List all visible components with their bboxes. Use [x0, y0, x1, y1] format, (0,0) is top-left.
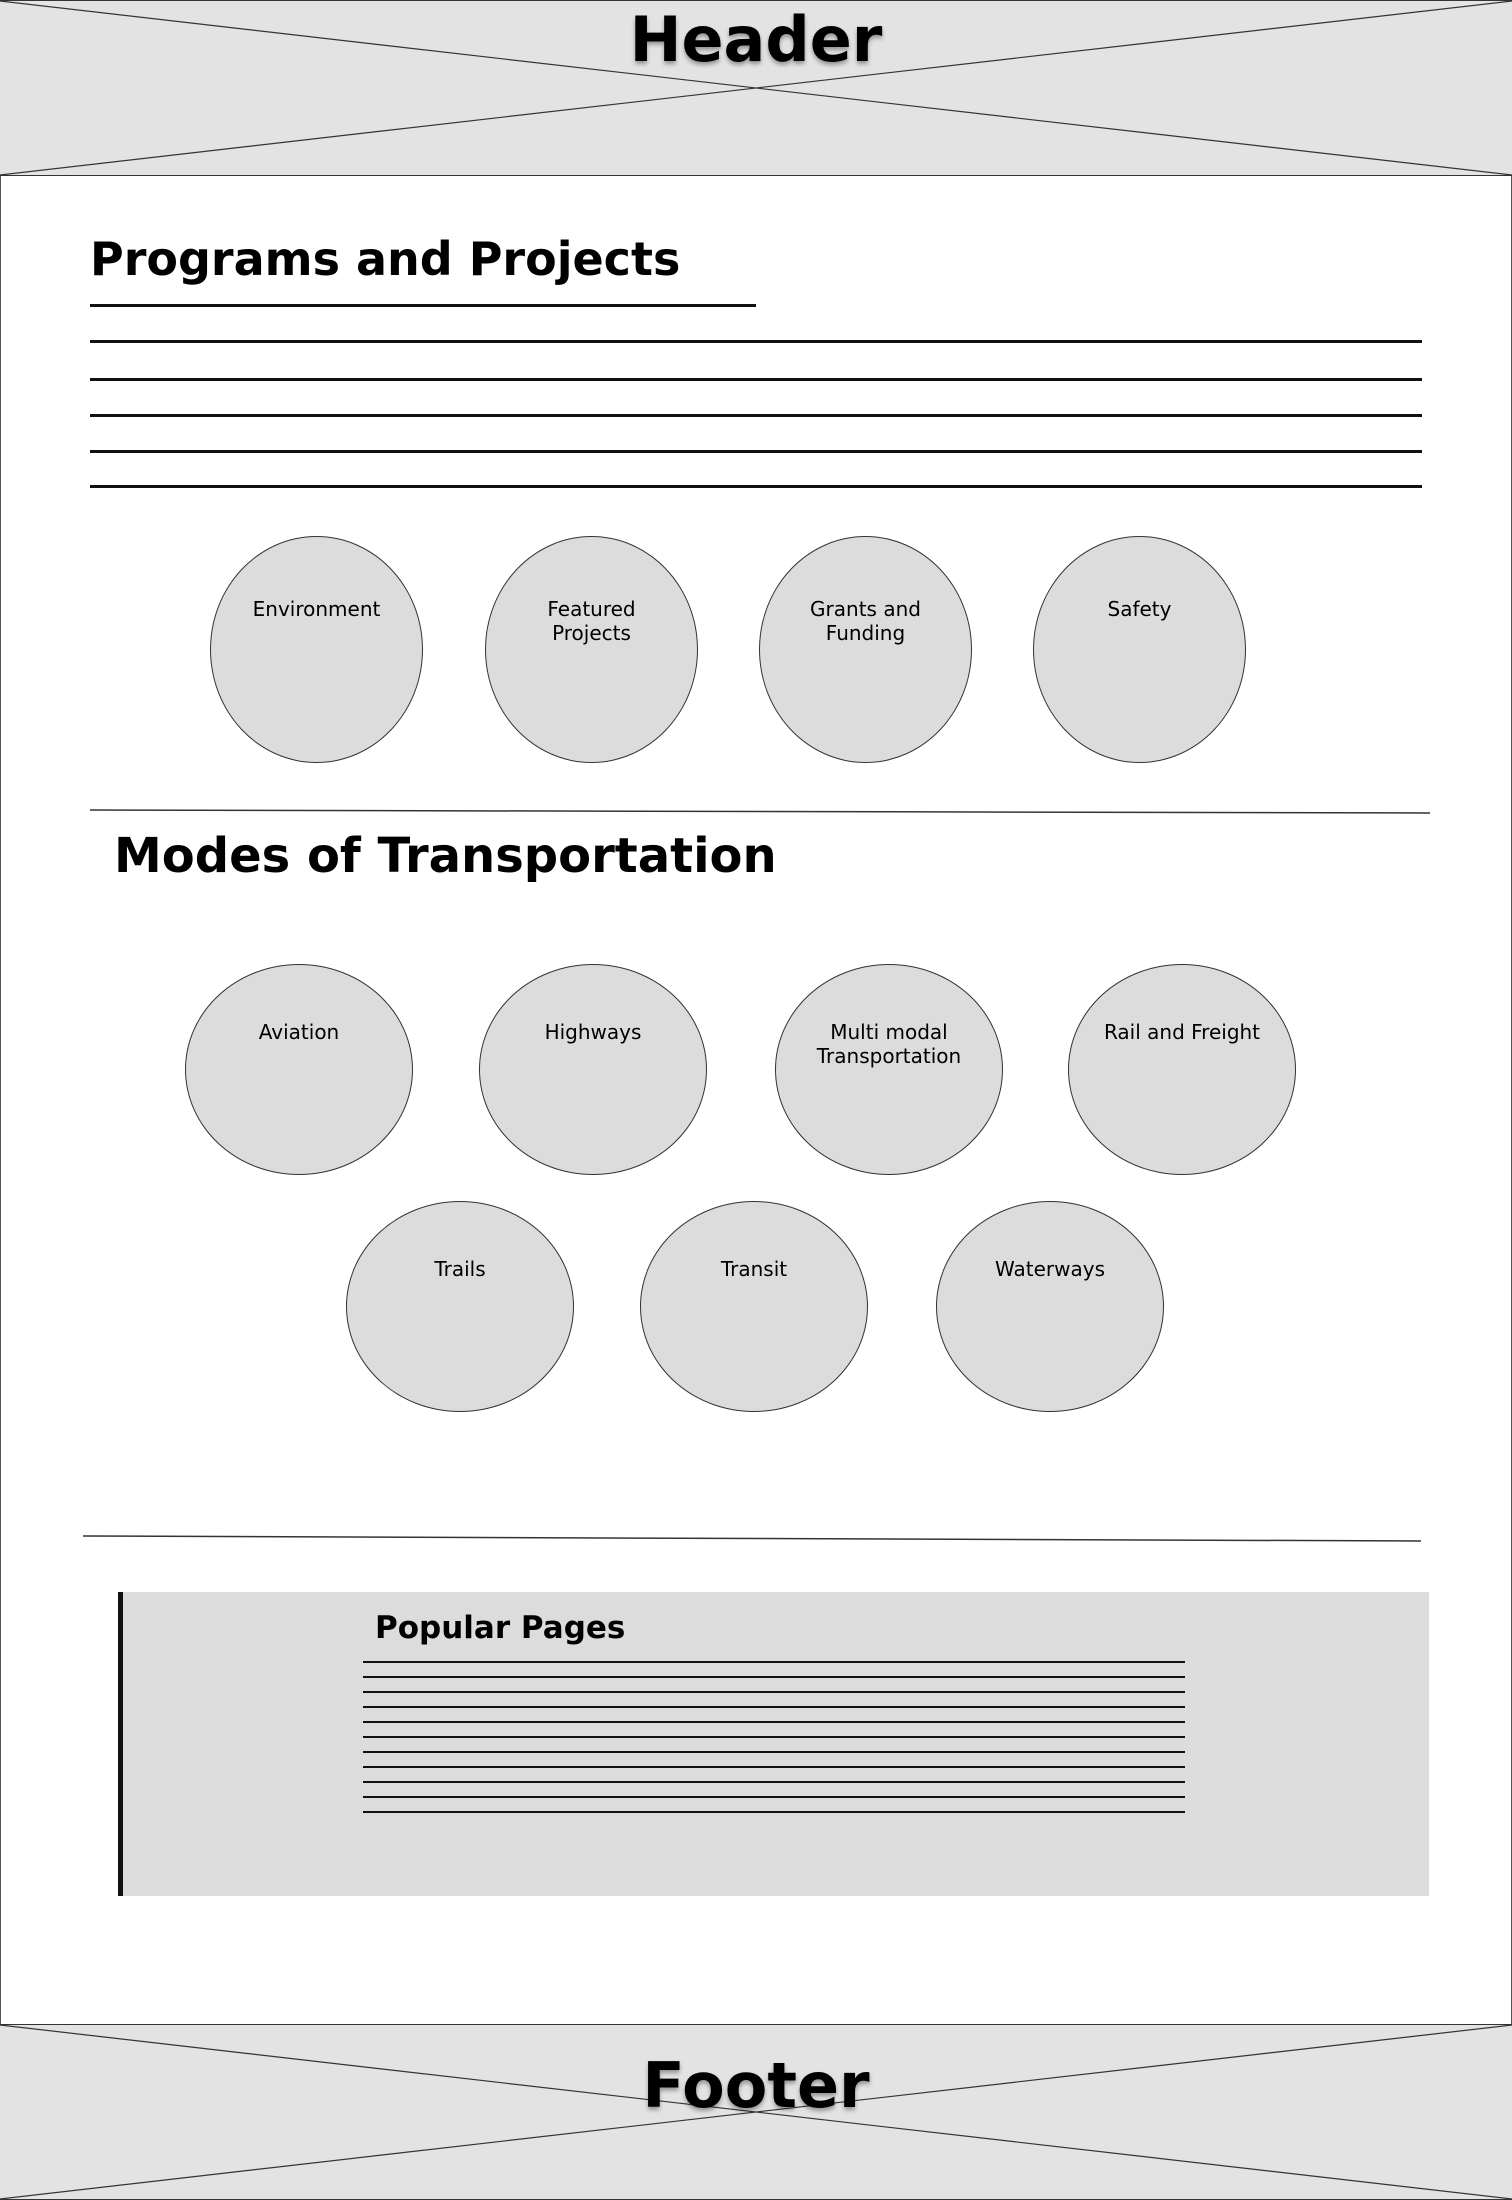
text-line: [90, 450, 1422, 453]
link-line: [363, 1736, 1185, 1738]
link-line: [363, 1781, 1185, 1783]
mode-label: Multi modal Transportation: [816, 1020, 962, 1068]
link-line: [363, 1796, 1185, 1798]
programs-title: Programs and Projects: [90, 232, 681, 286]
footer-placeholder: [0, 2024, 1512, 2200]
footer-label: Footer: [642, 2049, 870, 2122]
link-line: [363, 1721, 1185, 1723]
link-line: [363, 1766, 1185, 1768]
mode-circle-multi-modal-transportation[interactable]: [775, 964, 1003, 1175]
popular-pages-title: Popular Pages: [375, 1610, 626, 1646]
mode-label: Waterways: [995, 1257, 1105, 1281]
text-line: [90, 414, 1422, 417]
mode-label: Transit: [720, 1257, 788, 1281]
programs-title-underline: [90, 304, 756, 307]
program-label: Safety: [1107, 597, 1172, 621]
program-circle-featured-projects[interactable]: [485, 536, 698, 763]
text-line: [90, 340, 1422, 343]
link-line: [363, 1751, 1185, 1753]
mode-circle-transit[interactable]: [640, 1201, 868, 1412]
popular-pages-panel: [118, 1592, 1429, 1896]
header-placeholder: [0, 0, 1512, 176]
modes-title: Modes of Transportation: [114, 828, 777, 884]
mode-label: Aviation: [258, 1020, 340, 1044]
mode-circle-trails[interactable]: [346, 1201, 574, 1412]
link-line: [363, 1691, 1185, 1693]
program-label: Grants and Funding: [810, 597, 921, 645]
header-label: Header: [629, 3, 883, 76]
mode-label: Highways: [544, 1020, 642, 1044]
mode-circle-aviation[interactable]: [185, 964, 413, 1175]
link-line: [363, 1811, 1185, 1813]
program-circle-environment[interactable]: [210, 536, 423, 763]
mode-label: Rail and Freight: [1103, 1020, 1261, 1044]
link-line: [363, 1676, 1185, 1678]
program-circle-grants-and-funding[interactable]: [759, 536, 972, 763]
text-line: [90, 378, 1422, 381]
mode-circle-waterways[interactable]: [936, 1201, 1164, 1412]
link-line: [363, 1706, 1185, 1708]
mode-circle-rail-and-freight[interactable]: [1068, 964, 1296, 1175]
program-label: Environment: [252, 597, 381, 621]
program-circle-safety[interactable]: [1033, 536, 1246, 763]
section-divider: [0, 800, 1512, 820]
mode-label: Trails: [434, 1257, 486, 1281]
section-divider: [0, 1526, 1512, 1546]
link-line: [363, 1661, 1185, 1663]
program-label: Featured Projects: [547, 597, 636, 645]
mode-circle-highways[interactable]: [479, 964, 707, 1175]
text-line: [90, 485, 1422, 488]
